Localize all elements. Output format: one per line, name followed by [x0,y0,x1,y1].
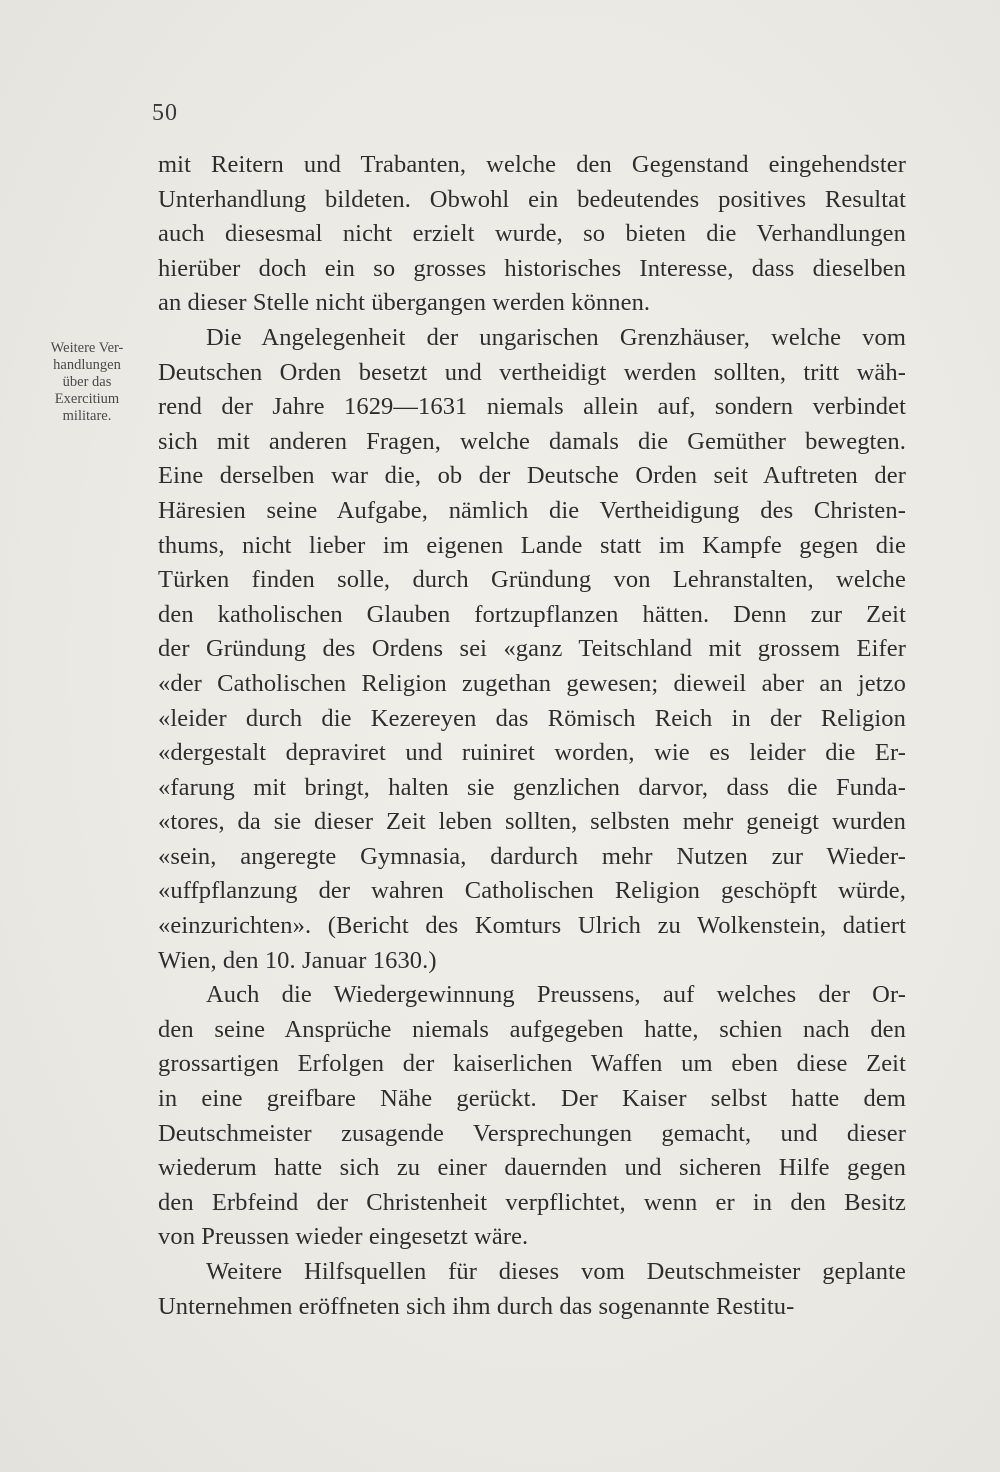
body-text [158,148,906,1324]
text-line: auch diesesmal nicht erzielt wurde, so bieten die Verhandlungen [158,220,906,248]
paragraph [158,1255,906,1324]
text-line: Unternehmen eröffneten sich ihm durch das sogenannte Restitu- [158,1292,795,1320]
paragraph [158,321,906,978]
text-line: Deutschmeister zusagende Versprechungen gemacht, und dieser [158,1119,906,1147]
text-line: Auch die Wiedergewinnung Preussens, auf welches der Or- [206,981,906,1009]
text-line: in eine greifbare Nähe gerückt. Der Kaiser selbst hatte dem [158,1085,906,1113]
text-line: «sein, angeregte Gymnasia, dardurch mehr Nutzen zur Wieder- [158,842,906,870]
text-line: Wien, den 10. Januar 1630.) [158,946,437,974]
text-line: «der Catholischen Religion zugethan gewesen; dieweil aber an jetzo [158,669,906,697]
text-line: «tores, da sie dieser Zeit leben sollten, selbsten mehr geneigt wurden [158,808,906,836]
text-line: thums, nicht lieber im eigenen Lande statt im Kampfe gegen die [158,531,906,559]
text-line: von Preussen wieder eingesetzt wäre. [158,1223,529,1251]
text-line: «farung mit bringt, halten sie genzlichen darvor, dass die Funda- [158,773,906,801]
margin-note-line: über das [62,374,112,390]
text-line: «einzurichten». (Bericht des Komturs Ulrich zu Wolkenstein, datiert [158,912,906,940]
margin-note-line: Exercitium [54,391,120,407]
text-line: grossartigen Erfolgen der kaiserlichen Waffen um eben diese Zeit [158,1050,906,1078]
text-line: «dergestalt depraviret und ruiniret worden, wie es leider die Er- [158,739,906,767]
paragraph [158,978,906,1255]
text-line: den katholischen Glauben fortzupflanzen hätten. Denn zur Zeit [158,600,906,628]
text-line: Unterhandlung bildeten. Obwohl ein bedeutendes positives Resultat [158,185,906,213]
text-line: den Erbfeind der Christenheit verpflichtet, wenn er in den Besitz [158,1188,906,1216]
margin-note-line: militare. [62,408,112,424]
text-line: Die Angelegenheit der ungarischen Grenzhäuser, welche vom [206,323,906,351]
text-line: an dieser Stelle nicht übergangen werden können. [158,289,651,317]
margin-note [28,340,146,425]
text-line: mit Reitern und Trabanten, welche den Gegenstand eingehendster [158,151,906,178]
text-line: rend der Jahre 1629—1631 niemals allein auf, sondern verbindet [158,393,906,421]
paragraph [158,148,906,321]
text-line: sich mit anderen Fragen, welche damals die Gemüther bewegten. [158,427,906,455]
text-line: Deutschen Orden besetzt und vertheidigt werden sollten, tritt wäh- [158,358,906,386]
text-line: den seine Ansprüche niemals aufgegeben hatte, schien nach den [158,1015,906,1043]
margin-note-line: Weitere Ver- [50,340,124,356]
text-line: hierüber doch ein so grosses historisches Interesse, dass dieselben [158,254,906,282]
text-line: der Gründung des Ordens sei «ganz Teitschland mit grossem Eifer [158,635,906,663]
page-number: 50 [152,100,178,126]
text-line: Häresien seine Aufgabe, nämlich die Vertheidigung des Christen- [158,496,906,524]
text-line: «uffpflanzung der wahren Catholischen Religion geschöpft würde, [158,877,906,905]
margin-note-line: handlungen [53,357,121,373]
text-line: Türken finden solle, durch Gründung von Lehranstalten, welche [158,566,906,594]
text-line: Eine derselben war die, ob der Deutsche Orden seit Auftreten der [158,462,906,490]
text-line: wiederum hatte sich zu einer dauernden und sicheren Hilfe gegen [158,1154,906,1182]
text-line: Weitere Hilfsquellen für dieses vom Deutschmeister geplante [206,1258,906,1285]
text-line: «leider durch die Kezereyen das Römisch Reich in der Religion [158,704,906,732]
